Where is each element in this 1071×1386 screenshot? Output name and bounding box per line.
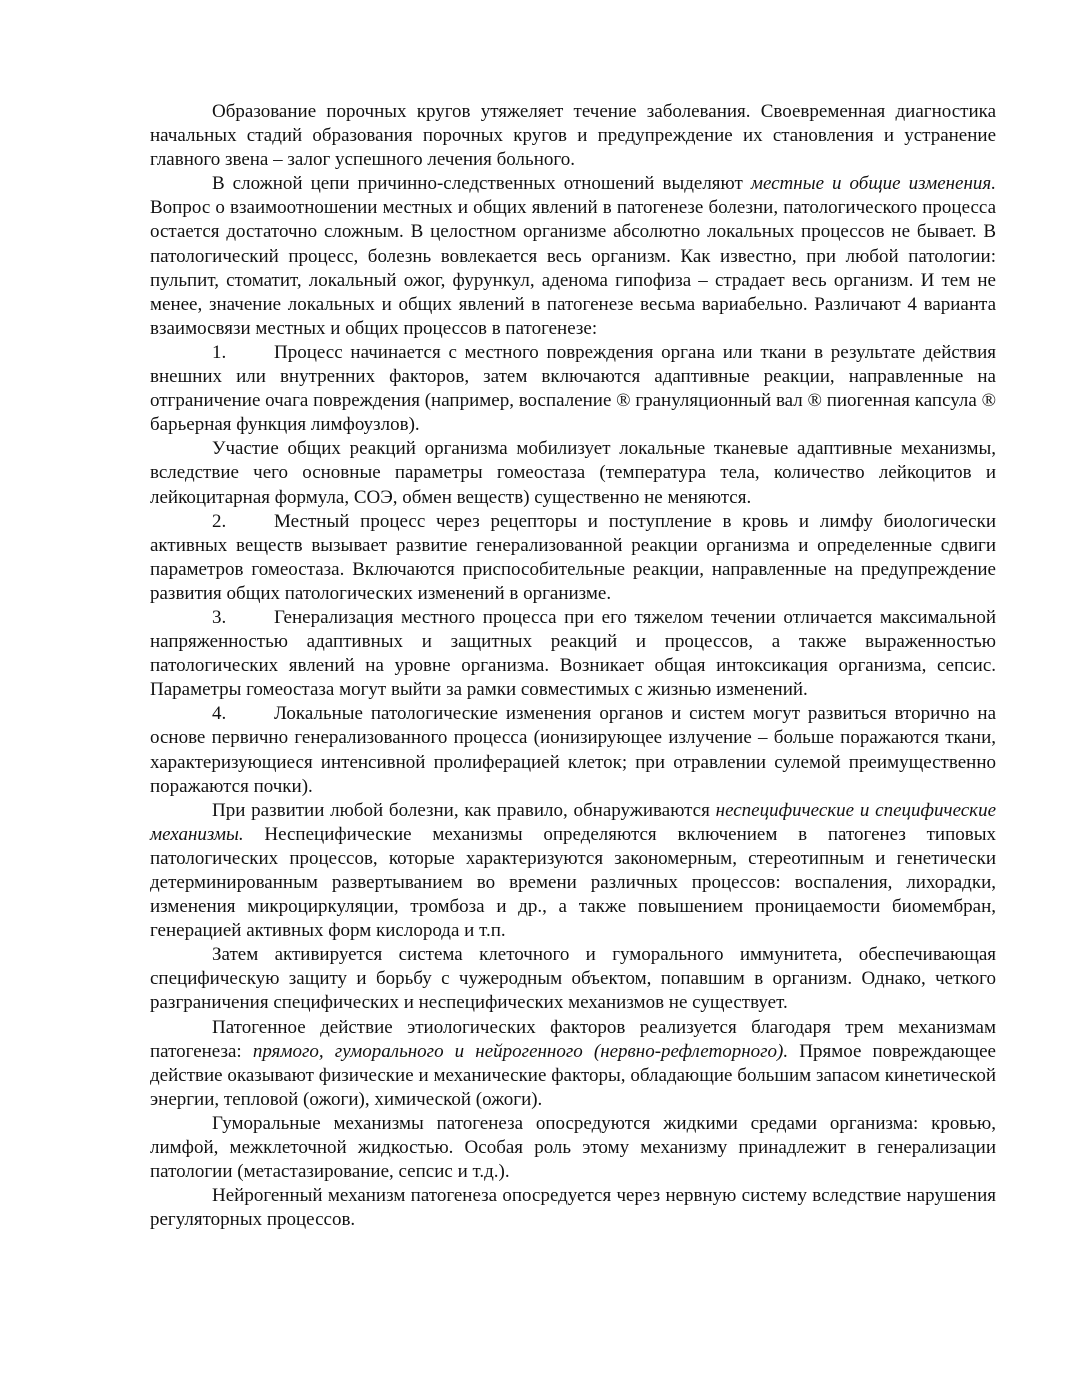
item-number: 3. — [212, 606, 227, 628]
paragraph-local-general-changes — [150, 172, 996, 341]
item-number: 2. — [212, 510, 227, 532]
numbered-item-4 — [150, 702, 996, 798]
paragraph-text: Патогенное действие этиологических факторов реализуется благодаря трем механизмам патогенеза: — [150, 1016, 996, 1062]
italic-term: местные и общие изменения. — [750, 173, 996, 195]
numbered-item-2 — [150, 510, 996, 606]
item-text: Локальные патологические изменения органов и систем могут развиться вторично на основе первично генерализованного процесса (ионизирующее излучение – больше поражаются ткани, характеризующиеся интенсивной пролиферацией клеток; при отравлении сулемой преимущественно поражаются почки). — [150, 703, 996, 797]
italic-term: неспецифические и специфические механизмы. — [150, 799, 997, 845]
paragraph-humoral-mechanisms: Гуморальные механизмы патогенеза опосредуются жидкими средами организма: кровью, лимфой, межклеточной жидкостью. Особая роль этому механизму принадлежит в генерализации патологии (метастазирование, сепсис и т.д.). — [150, 1112, 996, 1183]
paragraph-immunity: Затем активируется система клеточного и гуморального иммунитета, обеспечивающая специфическую защиту и борьбу с чужеродным объектом, попавшим в организм. Однако, четкого разграничения специфических и неспецифических механизмов не существует. — [150, 944, 996, 1014]
italic-term: прямого, гуморального и нейрогенного (нервно-рефлеторного). — [252, 1040, 789, 1062]
item-number: 1. — [212, 341, 227, 363]
paragraph-neurogenic-mechanism: Нейрогенный механизм патогенеза опосредуется через нервную систему вследствие нарушения регуляторных процессов. — [150, 1185, 996, 1231]
item-number: 4. — [212, 703, 227, 725]
document-page — [150, 100, 996, 1232]
paragraph-text: При развитии любой болезни, как правило, обнаруживаются — [212, 799, 716, 821]
numbered-item-1 — [150, 341, 996, 437]
numbered-item-3 — [150, 606, 996, 702]
paragraph-text: В сложной цепи причинно-следственных отношений выделяют — [212, 173, 751, 195]
paragraph-pathogenic-action — [150, 1016, 996, 1112]
paragraph-vicious-circles: Образование порочных кругов утяжеляет течение заболевания. Своевременная диагностика начальных стадий образования порочных кругов и предупреждение их становления и устранение главного звена – залог успешного лечения больного. — [150, 101, 996, 171]
paragraph-general-reactions: Участие общих реакций организма мобилизует локальные тканевые адаптивные механизмы, вследствие чего основные параметры гомеостаза (температура тела, количество лейкоцитов и лейкоцитарная формула, СОЭ, обмен веществ) существенно не меняются. — [150, 438, 996, 508]
paragraph-text: Прямое повреждающее действие оказывают физические и механические факторы, обладающие большим запасом кинетической энергии, тепловой (ожоги), химической (ожоги). — [150, 1040, 996, 1110]
item-text: Местный процесс через рецепторы и поступление в кровь и лимфу биологически активных веществ вызывает развитие генерализованной реакции организма и определенные сдвиги параметров гомеостаза. Включаются приспособительные реакции, направленные на предупреждение развития общих патологических изменений в организме. — [150, 510, 996, 604]
paragraph-nonspecific-mechanisms — [150, 799, 996, 944]
paragraph-text: Неспецифические механизмы определяются включением в патогенез типовых патологических процессов, которые характеризуются закономерным, стереотипным и генетически детерминированным развертыванием во времени различных процессов: воспаления, лихорадки, изменения микроциркуляции, тромбоза и др., а также повышением проницаемости биомембран, генерацией активных форм кислорода и т.п. — [150, 823, 996, 942]
paragraph-text: Вопрос о взаимоотношении местных и общих явлений в патогенезе болезни, патологического процесса остается достаточно сложным. В целостном организме абсолютно локальных процессов не бывает. В патологический процесс, болезнь вовлекается весь организм. Как известно, при любой патологии: пульпит, стоматит, локальный ожог, фурункул, аденома гипофиза – страдает весь организм. И тем не менее, значение локальных и общих явлений в патогенезе весьма вариабельно. Различают 4 варианта взаимосвязи местных и общих процессов в патогенезе: — [150, 197, 996, 339]
item-text: Генерализация местного процесса при его тяжелом течении отличается максимальной напряженностью адаптивных и защитных реакций и процессов, а также выраженностью патологических явлений на уровне организма. Возникает общая интоксикация организма, сепсис. Параметры гомеостаза могут выйти за рамки совместимых с жизнью изменений. — [150, 606, 996, 701]
item-text: Процесс начинается с местного повреждения органа или ткани в результате действия внешних или внутренних факторов, затем включаются адаптивные реакции, направленные на отграничение очага повреждения (например, воспаление ® грануляционный вал ® пиогенная капсула ® барьерная функция лимфоузлов). — [150, 341, 997, 436]
